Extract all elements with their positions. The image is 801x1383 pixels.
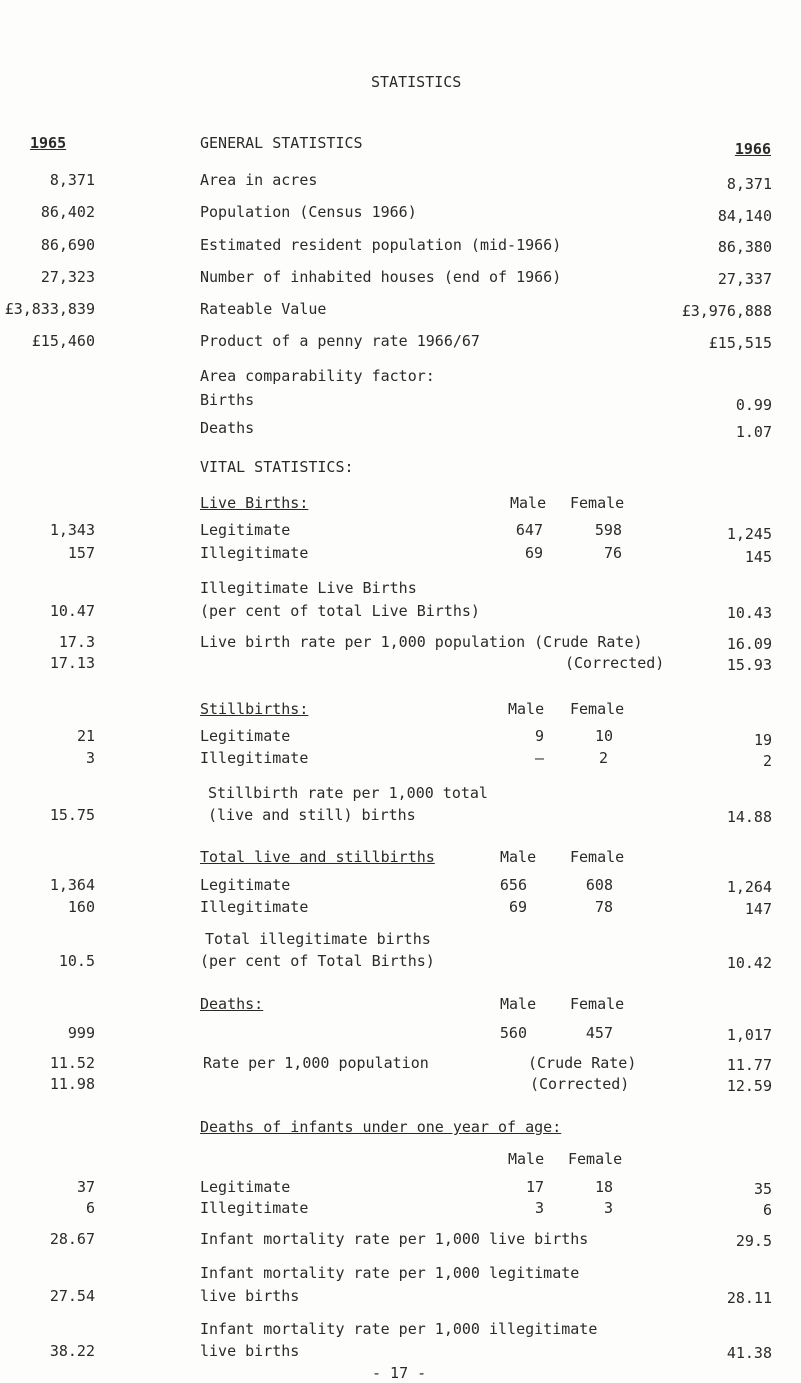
lb-rate-1965-corr: 17.13 bbox=[49, 654, 95, 672]
lb-pct-1966: 10.43 bbox=[726, 604, 772, 622]
total-female-head: Female bbox=[570, 848, 625, 866]
sb-legit-1965: 21 bbox=[76, 727, 95, 745]
page-title: STATISTICS bbox=[371, 73, 462, 91]
area-1966: 8,371 bbox=[726, 175, 772, 193]
sb-rate-1965: 15.75 bbox=[49, 806, 95, 824]
stillbirths-heading: Stillbirths: bbox=[200, 700, 309, 718]
imr-illegit-1966: 41.38 bbox=[726, 1344, 772, 1362]
inf-legit-1965: 37 bbox=[76, 1178, 95, 1196]
sb-legit-label: Legitimate bbox=[200, 727, 291, 745]
stillbirths-female-head: Female bbox=[570, 700, 625, 718]
tb-pct-label-2: (per cent of Total Births) bbox=[200, 952, 435, 970]
imr-1966: 29.5 bbox=[735, 1232, 772, 1250]
estimated-pop-1966: 86,380 bbox=[717, 238, 772, 256]
infant-male-head: Male bbox=[508, 1150, 545, 1168]
houses-1966: 27,337 bbox=[717, 270, 772, 288]
lb-legit-label: Legitimate bbox=[200, 521, 291, 539]
lb-rate-corr-label: (Corrected) bbox=[565, 654, 665, 672]
lb-pct-label-1: Illegitimate Live Births bbox=[200, 579, 417, 597]
imr-legit-1965: 27.54 bbox=[49, 1287, 95, 1305]
sb-illegit-label: Illegitimate bbox=[200, 749, 309, 767]
year-1965-header: 1965 bbox=[30, 134, 67, 152]
lb-illegit-male: 69 bbox=[524, 544, 543, 562]
population-label: Population (Census 1966) bbox=[200, 203, 417, 221]
area-label: Area in acres bbox=[200, 171, 318, 189]
deaths-female: 457 bbox=[585, 1024, 613, 1042]
deaths-1965: 999 bbox=[67, 1024, 95, 1042]
deaths-factor-label: Deaths bbox=[200, 419, 255, 437]
deaths-1966: 1,017 bbox=[726, 1026, 772, 1044]
inf-legit-1966: 35 bbox=[753, 1180, 772, 1198]
births-factor-label: Births bbox=[200, 391, 255, 409]
page-number: - 17 - bbox=[372, 1364, 427, 1382]
houses-label: Number of inhabited houses (end of 1966) bbox=[200, 268, 562, 286]
sb-legit-male: 9 bbox=[534, 727, 544, 745]
lb-rate-1965-crude: 17.3 bbox=[58, 633, 95, 651]
tb-legit-1966: 1,264 bbox=[726, 878, 772, 896]
population-1965: 86,402 bbox=[40, 203, 95, 221]
sb-legit-1966: 19 bbox=[753, 731, 772, 749]
imr-1965: 28.67 bbox=[49, 1230, 95, 1248]
deaths-male-head: Male bbox=[500, 995, 537, 1013]
general-statistics-heading: GENERAL STATISTICS bbox=[200, 134, 363, 152]
lb-illegit-label: Illegitimate bbox=[200, 544, 309, 562]
live-births-male-head: Male bbox=[510, 494, 547, 512]
inf-illegit-female: 3 bbox=[603, 1199, 613, 1217]
imr-illegit-1965: 38.22 bbox=[49, 1342, 95, 1360]
total-births-heading: Total live and stillbirths bbox=[200, 848, 435, 866]
imr-legit-label-2: live births bbox=[200, 1287, 300, 1305]
inf-legit-label: Legitimate bbox=[200, 1178, 291, 1196]
tb-illegit-female: 78 bbox=[594, 898, 613, 916]
sb-illegit-male: – bbox=[534, 749, 544, 767]
inf-illegit-1965: 6 bbox=[85, 1199, 95, 1217]
imr-label: Infant mortality rate per 1,000 live births bbox=[200, 1230, 589, 1248]
rateable-label: Rateable Value bbox=[200, 300, 327, 318]
inf-legit-female: 18 bbox=[594, 1178, 613, 1196]
deaths-heading: Deaths: bbox=[200, 995, 264, 1013]
lb-illegit-female: 76 bbox=[603, 544, 622, 562]
tb-pct-1965: 10.5 bbox=[58, 952, 95, 970]
deaths-corr-label: (Corrected) bbox=[530, 1075, 630, 1093]
population-1966: 84,140 bbox=[717, 207, 772, 225]
lb-legit-male: 647 bbox=[515, 521, 543, 539]
tb-legit-label: Legitimate bbox=[200, 876, 291, 894]
penny-rate-1966: £15,515 bbox=[708, 334, 772, 352]
deaths-female-head: Female bbox=[570, 995, 625, 1013]
year-1966-header: 1966 bbox=[734, 140, 771, 158]
sb-illegit-1966: 2 bbox=[762, 752, 772, 770]
stillbirths-male-head: Male bbox=[508, 700, 545, 718]
lb-pct-label-2: (per cent of total Live Births) bbox=[200, 602, 480, 620]
lb-legit-1965: 1,343 bbox=[49, 521, 95, 539]
tb-legit-male: 656 bbox=[499, 876, 527, 894]
lb-rate-label: Live birth rate per 1,000 population (Crude Rate) bbox=[200, 633, 643, 651]
live-births-heading: Live Births: bbox=[200, 494, 309, 512]
tb-pct-1966: 10.42 bbox=[726, 954, 772, 972]
lb-pct-1965: 10.47 bbox=[49, 602, 95, 620]
rateable-1965: £3,833,839 bbox=[4, 300, 95, 318]
lb-legit-1966: 1,245 bbox=[726, 525, 772, 543]
imr-illegit-label-1: Infant mortality rate per 1,000 illegitimate bbox=[200, 1320, 598, 1338]
rateable-1966: £3,976,888 bbox=[681, 302, 772, 320]
lb-rate-1966-corr: 15.93 bbox=[726, 656, 772, 674]
comparability-heading: Area comparability factor: bbox=[200, 367, 435, 385]
inf-illegit-male: 3 bbox=[534, 1199, 544, 1217]
infant-deaths-heading: Deaths of infants under one year of age: bbox=[200, 1118, 562, 1136]
houses-1965: 27,323 bbox=[40, 268, 95, 286]
tb-illegit-1966: 147 bbox=[744, 900, 772, 918]
estimated-pop-1965: 86,690 bbox=[40, 236, 95, 254]
deaths-factor-value: 1.07 bbox=[735, 423, 772, 441]
tb-legit-1965: 1,364 bbox=[49, 876, 95, 894]
deaths-male: 560 bbox=[499, 1024, 527, 1042]
inf-illegit-1966: 6 bbox=[762, 1201, 772, 1219]
vital-statistics-heading: VITAL STATISTICS: bbox=[200, 458, 354, 476]
sb-illegit-1965: 3 bbox=[85, 749, 95, 767]
deaths-rate-1965-crude: 11.52 bbox=[49, 1054, 95, 1072]
sb-rate-label-1: Stillbirth rate per 1,000 total bbox=[208, 784, 488, 802]
sb-rate-1966: 14.88 bbox=[726, 808, 772, 826]
lb-rate-1966-crude: 16.09 bbox=[726, 635, 772, 653]
tb-legit-female: 608 bbox=[585, 876, 613, 894]
imr-illegit-label-2: live births bbox=[200, 1342, 300, 1360]
area-1965: 8,371 bbox=[49, 171, 95, 189]
total-male-head: Male bbox=[500, 848, 537, 866]
tb-illegit-label: Illegitimate bbox=[200, 898, 309, 916]
estimated-pop-label: Estimated resident population (mid-1966) bbox=[200, 236, 562, 254]
sb-legit-female: 10 bbox=[594, 727, 613, 745]
births-factor-value: 0.99 bbox=[735, 396, 772, 414]
live-births-female-head: Female bbox=[570, 494, 625, 512]
sb-rate-label-2: (live and still) births bbox=[208, 806, 416, 824]
infant-female-head: Female bbox=[568, 1150, 623, 1168]
tb-illegit-male: 69 bbox=[508, 898, 527, 916]
penny-rate-1965: £15,460 bbox=[31, 332, 95, 350]
penny-rate-label: Product of a penny rate 1966/67 bbox=[200, 332, 480, 350]
lb-legit-female: 598 bbox=[594, 521, 622, 539]
tb-pct-label-1: Total illegitimate births bbox=[205, 930, 431, 948]
deaths-rate-1966-crude: 11.77 bbox=[726, 1056, 772, 1074]
tb-illegit-1965: 160 bbox=[67, 898, 95, 916]
sb-illegit-female: 2 bbox=[598, 749, 608, 767]
deaths-rate-1965-corr: 11.98 bbox=[49, 1075, 95, 1093]
inf-illegit-label: Illegitimate bbox=[200, 1199, 309, 1217]
lb-illegit-1965: 157 bbox=[67, 544, 95, 562]
imr-legit-1966: 28.11 bbox=[726, 1289, 772, 1307]
imr-legit-label-1: Infant mortality rate per 1,000 legitimate bbox=[200, 1264, 580, 1282]
inf-legit-male: 17 bbox=[525, 1178, 544, 1196]
deaths-crude-label: (Crude Rate) bbox=[528, 1054, 637, 1072]
deaths-rate-label: Rate per 1,000 population bbox=[203, 1054, 429, 1072]
lb-illegit-1966: 145 bbox=[744, 548, 772, 566]
deaths-rate-1966-corr: 12.59 bbox=[726, 1077, 772, 1095]
